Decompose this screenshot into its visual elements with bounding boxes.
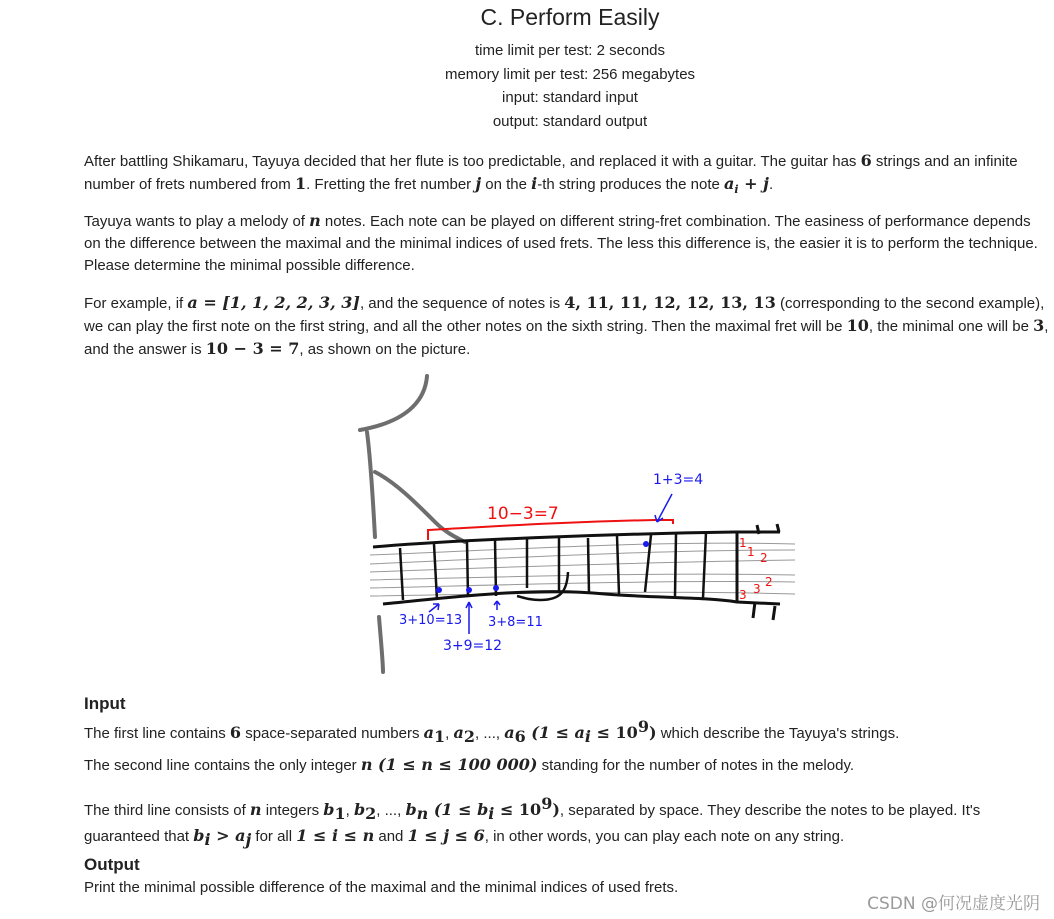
math: ≤ 10 — [494, 800, 542, 819]
text: (corresponding to the second example), we can play the first note on the first string, and all the other notes on the sixth string. Then the maximal fret will be — [84, 295, 1045, 335]
input-line-1 — [84, 716, 1050, 748]
text: For example, if — [84, 295, 188, 312]
math-sub: i — [734, 183, 739, 197]
problem-header — [0, 0, 1054, 133]
string-label: 2 — [760, 551, 768, 565]
input-file: input: standard input — [502, 89, 638, 106]
math: b — [405, 800, 417, 819]
math: 10 — [846, 316, 869, 335]
fretboard-edges — [373, 524, 780, 620]
input-heading: Input — [84, 694, 126, 713]
output-heading: Output — [84, 855, 140, 874]
math-sub: n — [416, 804, 429, 823]
math-sub: 2 — [365, 804, 377, 823]
math: a — [453, 723, 464, 742]
math: i — [531, 174, 538, 193]
math: ) — [552, 800, 560, 819]
statement-paragraph-3 — [84, 292, 1050, 361]
text: , the minimal one will be — [868, 318, 1034, 335]
math: a — [504, 723, 515, 742]
math: 4, 11, 11, 12, 12, 13, 13 — [564, 293, 776, 312]
math: (1 ≤ n ≤ 100 000) — [372, 755, 538, 774]
output-text: Print the minimal possible difference of the maximal and the minimal indices of used frets. — [84, 879, 679, 896]
math: ≤ 10 — [591, 723, 638, 742]
text: . — [768, 176, 774, 193]
text: , — [445, 725, 454, 742]
math: n — [249, 800, 262, 819]
text: on the — [481, 176, 532, 193]
input-line-2 — [84, 754, 1050, 777]
note-label-a: 3+10=13 — [399, 613, 463, 628]
text: strings and an infinite number of frets numbered from — [84, 153, 1018, 193]
problem-limits — [0, 39, 1054, 133]
math: n — [309, 211, 321, 230]
math: a = [1, 1, 2, 2, 3, 3] — [187, 293, 360, 312]
string-number-labels — [739, 536, 773, 602]
text: , separated by space. They describe the notes to be played. It's guaranteed that — [84, 802, 981, 845]
text: After battling Shikamaru, Tayuya decided that her flute is too predictable, and replaced it with a guitar. The guitar has — [84, 153, 861, 170]
text: The third line consists of — [84, 802, 250, 819]
text: space-separated numbers — [241, 725, 424, 742]
text: and — [374, 828, 408, 845]
text: , — [345, 802, 354, 819]
math — [724, 174, 769, 197]
problem-title: C. Perform Easily — [480, 4, 660, 30]
math: b — [193, 826, 205, 845]
text: , ..., — [475, 725, 505, 742]
text: , as shown on the picture. — [299, 341, 471, 358]
string-label: 3 — [753, 582, 761, 596]
math: (1 ≤ b — [428, 800, 489, 819]
guitar-figure — [355, 372, 795, 677]
text: standing for the number of notes in the melody. — [537, 757, 854, 774]
note-label-b: 3+9=12 — [443, 638, 503, 654]
math-sub: 1 — [434, 727, 446, 746]
text: integers — [261, 802, 324, 819]
math: b — [353, 800, 366, 819]
output-file: output: standard output — [492, 112, 648, 130]
math: 1 ≤ i ≤ n — [296, 826, 375, 845]
math-sup: 9 — [637, 717, 649, 736]
math: b — [323, 800, 335, 819]
text: -th string produces the note — [537, 176, 725, 193]
math: (1 ≤ a — [525, 723, 585, 742]
watermark: CSDN @何况虚度光阴 — [867, 894, 1040, 914]
statement-paragraph-1 — [84, 150, 1050, 201]
math: j — [475, 174, 482, 193]
math: 1 ≤ j ≤ 6 — [407, 826, 485, 845]
guitar-fretboard-drawing — [355, 372, 795, 677]
math: 6 — [229, 723, 242, 742]
math-sub: j — [245, 830, 252, 849]
statement-paragraph-2 — [84, 210, 1050, 277]
math: ) — [648, 723, 657, 742]
math-sub: i — [204, 830, 211, 849]
math-sub: i — [488, 804, 495, 823]
math: a — [423, 723, 435, 742]
time-limit: time limit per test: 2 seconds — [474, 42, 666, 59]
math-sub: 1 — [334, 804, 346, 823]
math: 1 — [294, 174, 307, 193]
math-sup: 9 — [541, 794, 553, 813]
range-label: 10−3=7 — [487, 504, 559, 524]
string-label: 1 — [739, 536, 747, 550]
text: , and the answer is — [84, 318, 1049, 358]
string-label: 1 — [747, 545, 755, 559]
note-label-c: 3+8=11 — [488, 615, 543, 630]
text: . Fretting the fret number — [306, 176, 476, 193]
text: , and the sequence of notes is — [359, 295, 565, 312]
math-sub: i — [584, 727, 591, 746]
math-var: a — [724, 174, 735, 193]
text: The first line contains — [84, 725, 230, 742]
memory-limit: memory limit per test: 256 megabytes — [444, 65, 696, 83]
math: 6 — [860, 151, 872, 170]
note-label-first: 1+3=4 — [653, 472, 704, 488]
text: , in other words, you can play each note on any string. — [484, 828, 845, 845]
text: , ..., — [376, 802, 406, 819]
text: which describe the Tayuya's strings. — [656, 725, 900, 742]
string-label: 3 — [739, 588, 747, 602]
input-line-3 — [84, 793, 1050, 851]
math: > a — [210, 826, 246, 845]
text: Tayuya wants to play a melody of — [84, 213, 310, 230]
string-label: 2 — [765, 575, 773, 589]
math-rest: + j — [738, 174, 769, 193]
text: notes. Each note can be played on different string-fret combination. The easiness of performance depends on the difference between the maximal and the minimal indices of used frets. The less this difference is, the easier it is to perform the technique. Please determine the minimal possible difference. — [84, 213, 1038, 274]
math-sub: 2 — [463, 727, 476, 746]
text: The second line contains the only integer — [84, 757, 361, 774]
math: 3 — [1033, 316, 1045, 335]
math: n — [360, 755, 373, 774]
text: for all — [251, 828, 297, 845]
math: 10 − 3 = 7 — [205, 339, 300, 358]
math-sub: 6 — [514, 727, 526, 746]
